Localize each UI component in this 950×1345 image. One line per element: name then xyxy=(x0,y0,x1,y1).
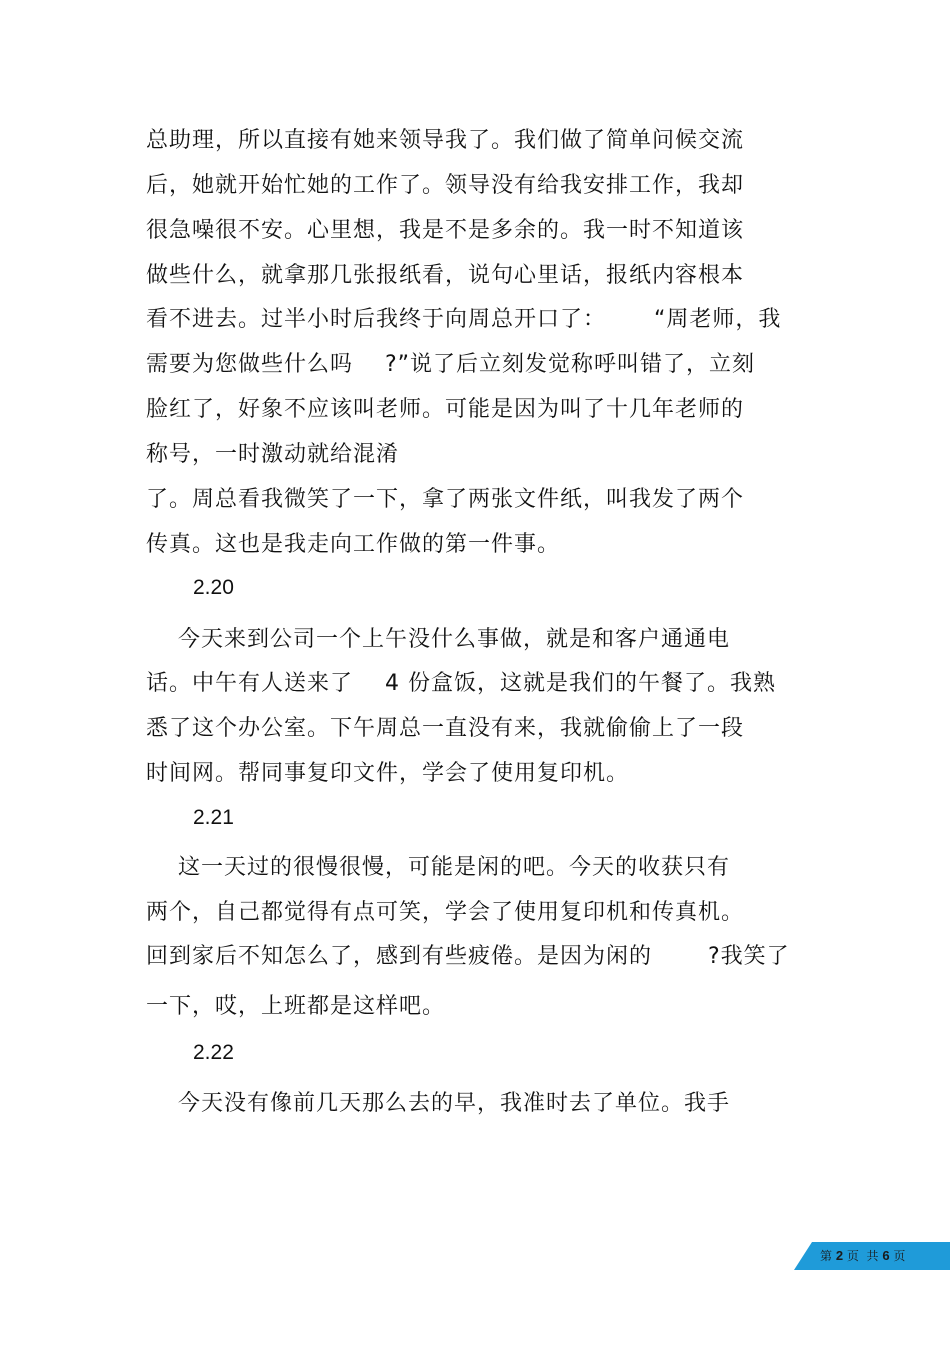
text-line: 今天没有像前几天那么去的早，我准时去了单位。我手 xyxy=(146,1091,730,1116)
page-prefix: 第 xyxy=(820,1249,836,1263)
text-line: 传真。这也是我走向工作做的第一件事。 xyxy=(146,532,561,557)
text-line: 看不进去。过半小时后我终于向周总开口了： “周老师，我 xyxy=(146,307,782,332)
entry-date: 2.22 xyxy=(193,1041,234,1064)
text-line: 总助理，所以直接有她来领导我了。我们做了简单问候交流 xyxy=(146,128,745,153)
text-line: 称号，一时激动就给混淆 xyxy=(146,442,400,467)
current-page: 2 xyxy=(835,1248,844,1263)
text-line: 这一天过的很慢很慢，可能是闲的吧。今天的收获只有 xyxy=(146,855,730,880)
text-line: 一下，哎，上班都是这样吧。 xyxy=(146,994,446,1019)
text-line: 两个，自己都觉得有点可笑，学会了使用复印机和传真机。 xyxy=(146,900,745,925)
text-line: 今天来到公司一个上午没什么事做，就是和客户通通电 xyxy=(146,627,730,652)
text-line: 回到家后不知怎么了，感到有些疲倦。是因为闲的 ?我笑了 xyxy=(146,944,790,969)
total-pages: 6 xyxy=(882,1248,890,1263)
page-suffix: 页 xyxy=(889,1249,906,1263)
text-line: 时间网。帮同事复印文件，学会了使用复印机。 xyxy=(146,761,630,786)
entry-date: 2.20 xyxy=(193,576,234,599)
text-line: 话。中午有人送来了 4 份盒饭，这就是我们的午餐了。我熟 xyxy=(146,671,776,696)
text-line: 需要为您做些什么吗 ?”说了后立刻发觉称呼叫错了，立刻 xyxy=(146,352,756,377)
page-middle: 页 共 xyxy=(843,1249,883,1263)
text-line: 悉了这个办公室。下午周总一直没有来，我就偷偷上了一段 xyxy=(146,716,745,741)
text-line: 了。周总看我微笑了一下，拿了两张文件纸，叫我发了两个 xyxy=(146,487,745,512)
text-line: 做些什么，就拿那几张报纸看，说句心里话，报纸内容根本 xyxy=(146,263,745,288)
text-line: 后，她就开始忙她的工作了。领导没有给我安排工作，我却 xyxy=(146,173,745,198)
entry-date: 2.21 xyxy=(193,806,234,829)
text-line: 脸红了，好象不应该叫老师。可能是因为叫了十几年老师的 xyxy=(146,397,745,422)
text-line: 很急噪很不安。心里想，我是不是多余的。我一时不知道该 xyxy=(146,218,745,243)
page-number xyxy=(820,1248,905,1264)
